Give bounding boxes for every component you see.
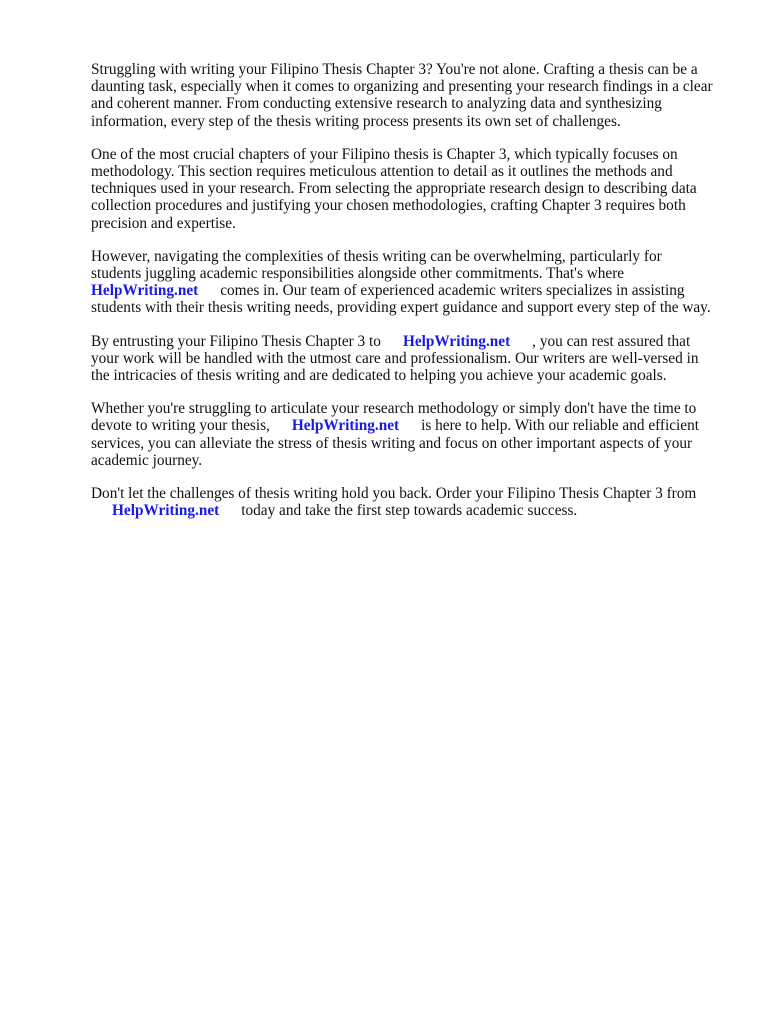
paragraph-order [91,485,731,519]
paragraph-struggling [91,400,731,469]
paragraph-entrusting [91,333,731,385]
paragraph-struggling-text-after: is here to help. With our reliable and efficient services, you can alleviate the stress of thesis writing and focus on other important aspects of your academic journey. [91,417,700,469]
paragraph-intro [91,61,731,130]
document-body [91,61,731,535]
paragraph-navigating-text-before: However, navigating the complexities of thesis writing can be overwhelming, particularly for students juggling academic responsibilities alongside other commitments. That's where [91,247,662,283]
paragraph-navigating [91,248,731,317]
paragraph-entrusting-text-after: , you can rest assured that your work will be handled with the utmost care and professionalism. Our writers are well-versed in the intricacies of thesis writing and are dedicated to helping you achieve your academic goals. [91,332,699,385]
paragraph-order-text-after: today and take the first step towards academic success. [241,502,578,520]
paragraph-struggling-text-before: Whether you're struggling to articulate your research methodology or simply don't have the time to devote to writing your thesis, [91,400,697,435]
paragraph-entrusting-text-before: By entrusting your Filipino Thesis Chapter 3 to [91,332,381,350]
helpwriting-link[interactable]: HelpWriting.net [112,502,220,520]
helpwriting-link[interactable]: HelpWriting.net [291,417,400,435]
helpwriting-link[interactable]: HelpWriting.net [91,282,199,300]
helpwriting-link[interactable]: HelpWriting.net [402,332,511,350]
paragraph-intro-text: Struggling with writing your Filipino Thesis Chapter 3? You're not alone. Crafting a thesis can be a daunting task, especially when it comes to organizing and presenting your research findings in a clear and coherent manner. From conducting extensive research to analyzing data and synthesizing information, every step of the thesis writing process presents its own set of challenges. [91,61,713,130]
paragraph-chapter3-text: One of the most crucial chapters of your Filipino thesis is Chapter 3, which typically focuses on methodology. This section requires meticulous attention to detail as it outlines the methods and techniques used in your research. From selecting the appropriate research design to describing data collection procedures and justifying your chosen methodologies, crafting Chapter 3 requires both precision and expertise. [91,145,697,232]
paragraph-navigating-text-after: comes in. Our team of experienced academic writers specializes in assisting students with their thesis writing needs, providing expert guidance and support every step of the way. [91,282,711,317]
paragraph-order-text-before: Don't let the challenges of thesis writing hold you back. Order your Filipino Thesis Chapter 3 from [91,485,697,503]
paragraph-chapter3 [91,146,731,232]
